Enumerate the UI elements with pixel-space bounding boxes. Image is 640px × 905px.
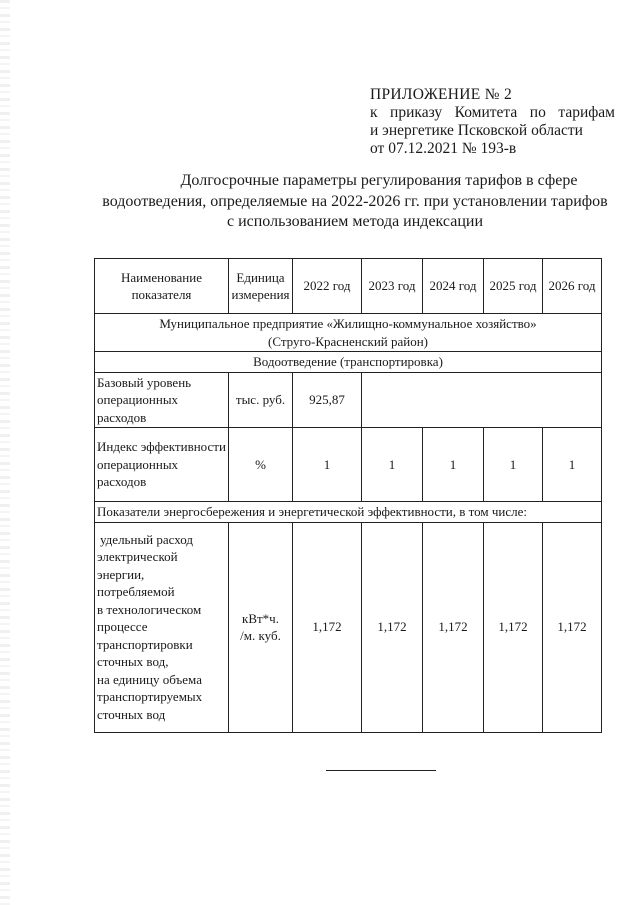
table-row <box>95 428 602 502</box>
base-level-name: Базовый уровень операционных расходов <box>95 372 229 428</box>
efficiency-index-name: Индекс эффективности операционных расходов <box>95 428 229 502</box>
sc-line: потребляемой <box>97 584 175 600</box>
consumption-2023: 1,172 <box>362 522 423 732</box>
appendix-title: ПРИЛОЖЕНИЕ № 2 <box>370 86 513 103</box>
table-row <box>95 522 602 732</box>
efficiency-2024: 1 <box>423 428 484 502</box>
table-header-row <box>95 259 602 314</box>
table-row <box>95 372 602 428</box>
header-unit: Единица измерения <box>229 259 293 314</box>
consumption-2025: 1,172 <box>484 522 543 732</box>
efficiency-2022: 1 <box>293 428 362 502</box>
unit-line-2: /м. куб. <box>240 628 281 643</box>
tariff-parameters-table <box>94 258 602 733</box>
heading-line-3: с использованием метода индексации <box>226 213 484 230</box>
organization-line-2: (Струго-Красненский район) <box>268 333 428 349</box>
efficiency-2023: 1 <box>362 428 423 502</box>
sc-line: сточных вод <box>97 706 166 722</box>
specific-consumption-unit <box>229 522 293 732</box>
efficiency-2025: 1 <box>484 428 543 502</box>
service-row <box>95 352 602 373</box>
appendix-block <box>370 86 615 158</box>
base-level-unit: тыс. руб. <box>229 372 293 428</box>
consumption-2022: 1,172 <box>293 522 362 732</box>
sc-line: сточных вод, <box>97 654 169 670</box>
scan-edge-artifact <box>0 0 10 905</box>
appendix-committee: и энергетике Псковской области <box>370 122 583 139</box>
sc-line: транспортируемых <box>97 689 203 705</box>
header-year-2024: 2024 год <box>423 259 484 314</box>
sc-line: электрической <box>97 549 178 565</box>
consumption-2024: 1,172 <box>423 522 484 732</box>
header-name: Наименование показателя <box>95 259 229 314</box>
base-level-value: 925,87 <box>293 372 362 428</box>
energy-section-title: Показатели энергосбережения и энергетической эффективности, в том числе: <box>95 502 602 523</box>
header-year-2022: 2022 год <box>293 259 362 314</box>
header-year-2025: 2025 год <box>484 259 543 314</box>
organization-name <box>95 314 602 352</box>
heading-line-2: водоотведения, определяемые на 2022-2026 гг. при установлении тарифов <box>102 192 608 210</box>
organization-line-1: Муниципальное предприятие «Жилищно-коммунальное хозяйство» <box>159 316 537 331</box>
efficiency-index-unit: % <box>229 428 293 502</box>
sc-line: транспортировки <box>97 636 193 652</box>
closing-rule <box>326 770 436 771</box>
header-year-2023: 2023 год <box>362 259 423 314</box>
sc-line: процессе <box>97 619 148 635</box>
energy-section-row <box>95 502 602 523</box>
organization-row <box>95 314 602 352</box>
document-heading <box>95 171 615 233</box>
appendix-order-ref: к приказу Комитета по тарифам <box>370 104 615 121</box>
sc-line: энергии, <box>97 566 145 582</box>
base-level-empty <box>362 372 602 428</box>
sc-line: в технологическом <box>97 601 202 617</box>
appendix-date-number: от 07.12.2021 № 193-в <box>370 140 517 157</box>
heading-line-1: Долгосрочные параметры регулирования тарифов в сфере <box>180 172 578 189</box>
header-year-2026: 2026 год <box>543 259 602 314</box>
efficiency-2026: 1 <box>543 428 602 502</box>
sc-line: удельный расход <box>100 531 193 547</box>
service-name: Водоотведение (транспортировка) <box>95 352 602 373</box>
sc-line: на единицу объема <box>97 671 202 687</box>
unit-line-1: кВт*ч. <box>242 610 279 626</box>
consumption-2026: 1,172 <box>543 522 602 732</box>
specific-consumption-name <box>95 522 229 732</box>
